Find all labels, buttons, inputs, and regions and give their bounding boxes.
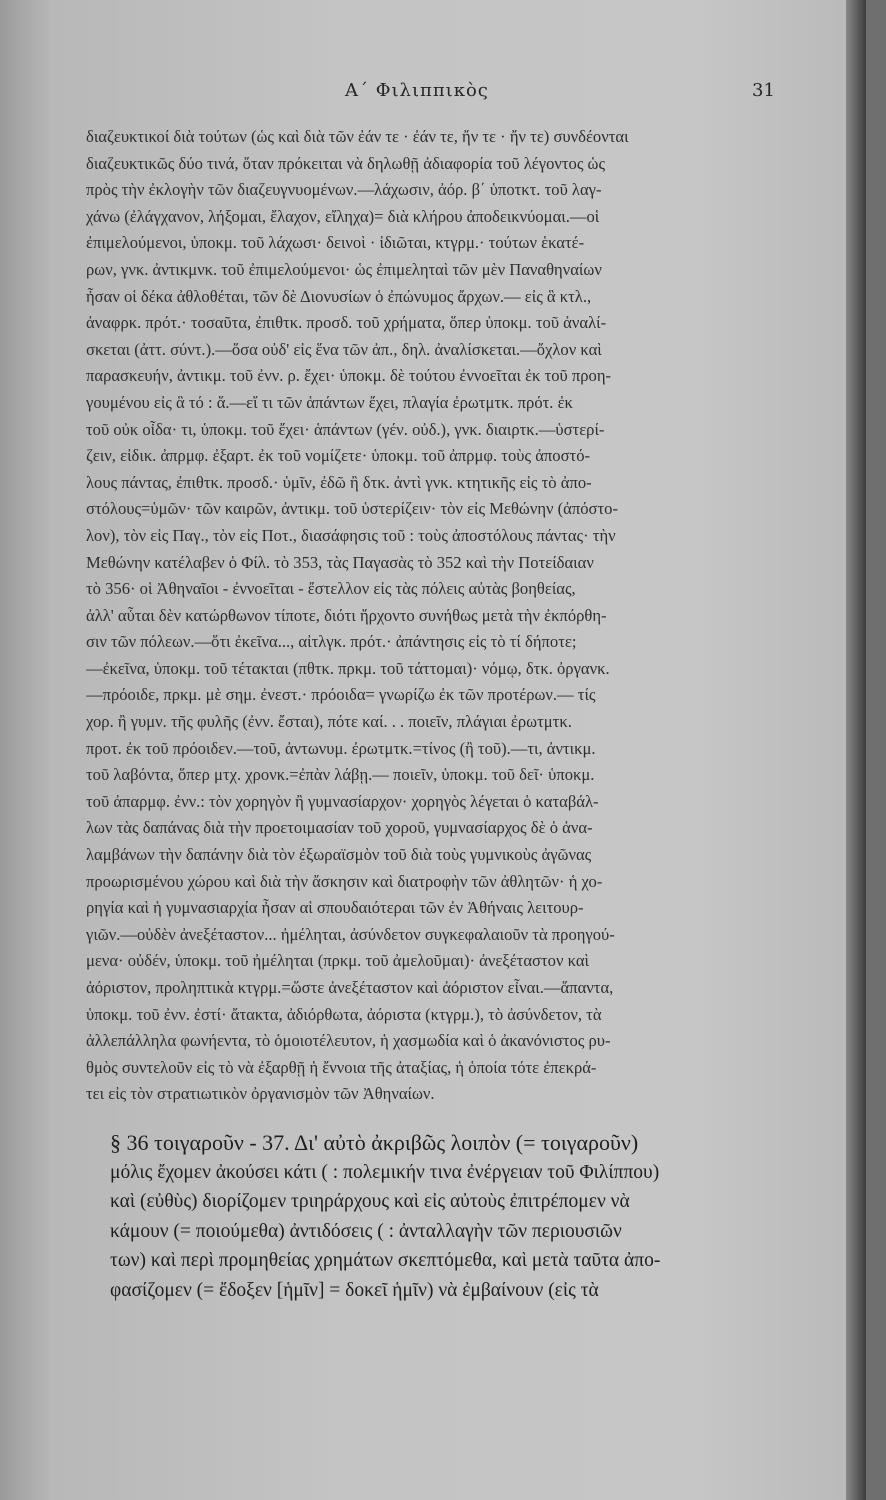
commentary-line: τοῦ λαβόντα, ὅπερ μτχ. χρονκ.=ἐπὰν λάβῃ.— ποιεῖν, ὑποκμ. τοῦ δεῖ· ὑποκμ. <box>86 765 595 785</box>
commentary-line: θμὸς συντελοῦν εἰς τὸ νὰ ἐξαρθῇ ἡ ἔννοια τῆς ἀταξίας, ἡ ὁποία τότε ἐπεκρά- <box>86 1057 597 1077</box>
commentary-line: λαμβάνων τὴν δαπάνην διὰ τὸν ἐξωραϊσμὸν τοῦ διὰ τοὺς γυμνικοὺς ἀγῶνας <box>86 845 592 865</box>
page-header <box>0 80 866 110</box>
commentary-line: ρων, γνκ. ἀντικμνκ. τοῦ ἐπιμελούμενοι· ὡς ἐπιμεληταὶ τῶν μὲν Παναθηναίων <box>86 259 602 279</box>
page-edge-shadow <box>846 0 866 1500</box>
commentary-line: ἀναφρκ. πρότ.· τοσαῦτα, ἐπιθτκ. προσδ. τοῦ χρήματα, ὅπερ ὑποκμ. τοῦ ἀναλί- <box>86 313 607 333</box>
commentary-line: σκεται (ἀττ. σύντ.).—ὅσα οὐδ' εἰς ἕνα τῶν ἀπ., δηλ. ἀναλίσκεται.—ὄχλον καὶ <box>86 339 602 359</box>
page-number: 31 <box>752 80 775 101</box>
section-line: καὶ (εὐθὺς) διορίζομεν τριηράρχους καὶ εἰς αὐτοὺς ἐπιτρέπομεν νὰ <box>110 1191 630 1212</box>
section-line: φασίζομεν (= ἔδοξεν [ἡμῖν] = δοκεῖ ἡμῖν) νὰ ἐμβαίνουν (εἰς τὰ <box>110 1279 599 1301</box>
commentary-line: λων τὰς δαπάνας διὰ τὴν προετοιμασίαν τοῦ χοροῦ, γυμνασίαρχος δὲ ὁ ἀνα- <box>86 818 593 838</box>
commentary-line: τοῦ ἀπαρμφ. ἐνν.: τὸν χορηγὸν ἢ γυμνασίαρχον· χορηγὸς λέγεται ὁ καταβάλ- <box>86 791 599 811</box>
commentary-line: ἀλλ' αὗται δὲν κατώρθωνον τίποτε, διότι ἤρχοντο συνήθως μετὰ τὴν ἐκπόρθη- <box>86 605 607 625</box>
commentary-line: προωρισμένου χώρου καὶ διὰ τὴν ἄσκησιν καὶ διατροφὴν τῶν ἀθλητῶν· ἡ χο- <box>86 871 603 891</box>
commentary-line: λους πάντας, ἐπιθτκ. προσδ.· ὑμῖν, ἐδῶ ἢ δτκ. ἀντὶ γνκ. κτητικῆς εἰς τὸ ἀπο- <box>86 472 592 492</box>
commentary-line: τοῦ οὐκ οἶδα· τι, ὑποκμ. τοῦ ἔχει· ἁπάντων (γέν. οὐδ.), γνκ. διαιρτκ.—ὑστερί- <box>86 419 605 439</box>
section-line: μόλις ἔχομεν ἀκούσει κάτι ( : πολεμικήν τινα ἐνέργειαν τοῦ Φιλίππου) <box>110 1161 660 1183</box>
commentary-line: τει εἰς τὸν στρατιωτικὸν ὀργανισμὸν τῶν Ἀθηναίων. <box>86 1084 435 1104</box>
commentary-line: σιν τῶν πόλεων.—ὅτι ἐκεῖνα..., αἰτλγκ. πρότ.· ἀπάντησις εἰς τὸ τί δήποτε; <box>86 632 577 652</box>
commentary-line: γουμένου εἰς ἃ τό : ἅ.—εἴ τι τῶν ἁπάντων ἔχει, πλαγία ἐρωτμτκ. πρότ. ἐκ <box>86 392 573 412</box>
commentary-line: —ἐκεῖνα, ὑποκμ. τοῦ τέτακται (πθτκ. πρκμ. τοῦ τάττομαι)· νόμῳ, δτκ. ὀργανκ. <box>86 658 610 678</box>
commentary-line: παρασκευήν, ἀντικμ. τοῦ ἐνν. ρ. ἔχει· ὑποκμ. δὲ τούτου ἐννοεῖται ἐκ τοῦ προη- <box>86 366 612 386</box>
commentary-line: ἦσαν οἱ δέκα ἀθλοθέται, τῶν δὲ Διονυσίων ὁ ἐπώνυμος ἄρχων.— εἰς ἃ κτλ., <box>86 286 592 306</box>
commentary-line: ἀόριστον, προληπτικὰ κτγρμ.=ὥστε ἀνεξέταστον καὶ ἀόριστον εἶναι.—ἅπαντα, <box>86 978 614 997</box>
commentary-line: χορ. ἢ γυμν. τῆς φυλῆς (ἐνν. ἔσται), πότε καί. . . ποιεῖν, πλάγιαι ἐρωτμτκ. <box>86 712 572 732</box>
commentary-line: ὑποκμ. τοῦ ἐνν. ἐστί· ἄτακτα, ἀδιόρθωτα, ἀόριστα (κτγρμ.), τὸ ἀσύνδετον, τὰ <box>86 1004 602 1024</box>
commentary-line: πρὸς τὴν ἐκλογὴν τῶν διαζευγνυομένων.—λάχωσιν, ἀόρ. β΄ ὑποτκτ. τοῦ λαγ- <box>86 180 602 200</box>
commentary-block <box>86 124 772 1108</box>
commentary-line: στόλους=ὑμῶν· τῶν καιρῶν, ἀντικμ. τοῦ ὑστερίζειν· τὸν εἰς Μεθώνην (ἀπόστο- <box>86 499 618 519</box>
commentary-line: χάνω (ἐλάγχανον, λήξομαι, ἔλαχον, εἴληχα)= διὰ κλήρου ἀποδεικνύομαι.—οἱ <box>86 206 600 226</box>
running-title: Α΄ Φιλιππικὸς <box>345 80 489 101</box>
section-line: κάμουν (= ποιούμεθα) ἀντιδόσεις ( : ἀνταλλαγὴν τῶν περιουσιῶν <box>110 1220 622 1242</box>
commentary-line: γιῶν.—οὐδὲν ἀνεξέταστον... ἠμέληται, ἀσύνδετον συγκεφαλαιοῦν τὰ προηγού- <box>86 924 615 944</box>
section-heading-line: § 36 τοιγαροῦν - 37. Δι' αὐτὸ ἀκριβῶς λοιπὸν (= τοιγαροῦν) <box>110 1130 639 1155</box>
commentary-line: διαζευκτικῶς δύο τινά, ὅταν πρόκειται νὰ δηλωθῇ ἀδιαφορία τοῦ λέγοντος ὡς <box>86 153 606 173</box>
commentary-line: ζειν, εἰδικ. ἀπρμφ. ἐξαρτ. ἐκ τοῦ νομίζετε· ὑποκμ. τοῦ ἀπρμφ. τοὺς ἀποστό- <box>86 446 591 466</box>
commentary-line: προτ. ἐκ τοῦ πρόοιδεν.—τοῦ, ἀντωνυμ. ἐρωτμτκ.=τίνος (ἢ τοῦ).—τι, ἀντικμ. <box>86 738 596 758</box>
commentary-line: μενα· οὐδέν, ὑποκμ. τοῦ ἠμέληται (πρκμ. τοῦ ἀμελοῦμαι)· ἀνεξέταστον καὶ <box>86 951 589 971</box>
commentary-line: λον), τὸν εἰς Παγ., τὸν εἰς Ποτ., διασάφησις τοῦ : τοὺς ἀποστόλους πάντας· τὴν <box>86 525 616 545</box>
commentary-line: ἀλλεπάλληλα φωνήεντα, τὸ ὁμοιοτέλευτον, ἡ χασμωδία καὶ ὁ ἀκανόνιστος ρυ- <box>86 1031 611 1051</box>
commentary-line: διαζευκτικοί διὰ τούτων (ὡς καὶ διὰ τῶν ἐάν τε · ἐάν τε, ἤν τε · ἤν τε) συνδέονται <box>86 127 629 146</box>
commentary-line: τὸ 356· οἱ Ἀθηναῖοι - ἐννοεῖται - ἔστελλον εἰς τὰς πόλεις αὐτὰς βοηθείας, <box>86 579 576 599</box>
section-line: των) καὶ περὶ προμηθείας χρημάτων σκεπτόμεθα, καὶ μετὰ ταῦτα ἀπο- <box>110 1250 661 1271</box>
commentary-line: ρηγία καὶ ἡ γυμνασιαρχία ἦσαν αἱ σπουδαιότεραι τῶν ἐν Ἀθήναις λειτουρ- <box>86 898 584 918</box>
commentary-line: ἐπιμελούμενοι, ὑποκμ. τοῦ λάχωσι· δεινοὶ · ἰδιῶται, κτγρμ.· τούτων ἑκατέ- <box>86 233 585 253</box>
commentary-line: —πρόοιδε, πρκμ. μὲ σημ. ἐνεστ.· πρόοιδα= γνωρίζω ἐκ τῶν προτέρων.— τίς <box>86 685 596 705</box>
section-36-block <box>110 1128 790 1305</box>
commentary-line: Μεθώνην κατέλαβεν ὁ Φίλ. τὸ 353, τὰς Παγασὰς τὸ 352 καὶ τὴν Ποτείδαιαν <box>86 552 594 572</box>
